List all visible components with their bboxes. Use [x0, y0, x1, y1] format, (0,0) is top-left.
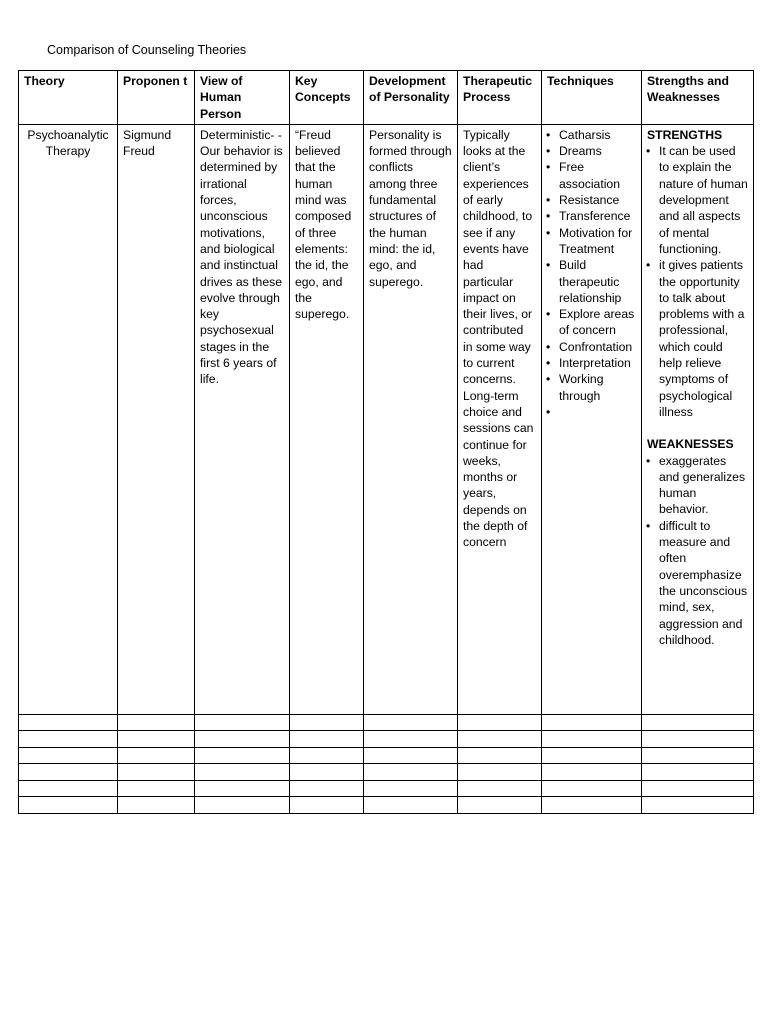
empty-cell	[458, 731, 542, 748]
list-item: • It can be used to explain the nature of human development and all aspects of mental functioning.	[647, 143, 748, 257]
header-strengths-weaknesses: Strengths and Weaknesses	[642, 71, 754, 125]
empty-cell	[542, 764, 642, 781]
empty-cell	[118, 764, 195, 781]
empty-cell	[458, 764, 542, 781]
blank-row	[19, 780, 754, 797]
header-proponent: Proponen t	[118, 71, 195, 125]
header-development: Development of Personality	[364, 71, 458, 125]
list-item: • Build therapeutic relationship	[547, 257, 636, 306]
list-item: • Catharsis	[547, 127, 636, 143]
cell-development: Personality is formed through conflicts among three fundamental structures of the human mind: the id, ego, and superego.	[364, 124, 458, 714]
empty-cell	[290, 731, 364, 748]
cell-strengths-weaknesses	[642, 124, 754, 714]
list-item: • Motivation for Treatment	[547, 225, 636, 258]
empty-cell	[642, 714, 754, 731]
cell-techniques	[542, 124, 642, 714]
empty-cell	[364, 714, 458, 731]
empty-cell	[118, 747, 195, 764]
empty-cell	[290, 797, 364, 814]
header-row	[19, 71, 754, 125]
empty-cell	[364, 764, 458, 781]
empty-cell	[542, 731, 642, 748]
empty-cell	[19, 747, 118, 764]
header-techniques: Techniques	[542, 71, 642, 125]
list-item: • Transference	[547, 208, 636, 224]
weaknesses-list	[647, 453, 748, 649]
empty-cell	[642, 747, 754, 764]
empty-cell	[195, 731, 290, 748]
list-item	[547, 404, 636, 420]
empty-cell	[642, 780, 754, 797]
header-key-concepts: Key Concepts	[290, 71, 364, 125]
empty-cell	[458, 780, 542, 797]
blank-row	[19, 714, 754, 731]
techniques-list	[547, 127, 636, 420]
empty-cell	[195, 714, 290, 731]
empty-cell	[195, 747, 290, 764]
blank-row	[19, 797, 754, 814]
cell-key-concepts: “Freud believed that the human mind was composed of three elements: the id, the ego, and the superego.	[290, 124, 364, 714]
empty-cell	[19, 731, 118, 748]
empty-cell	[19, 764, 118, 781]
empty-cell	[642, 764, 754, 781]
empty-cell	[195, 780, 290, 797]
empty-cell	[195, 764, 290, 781]
empty-cell	[290, 780, 364, 797]
cell-view: Deterministic- - Our behavior is determined by irrational forces, unconscious motivations, and biological and instinctual drives as these evolve through key psychosexual stages in the first 6 years of life.	[195, 124, 290, 714]
empty-cell	[542, 797, 642, 814]
empty-cell	[364, 731, 458, 748]
list-item: • Confrontation	[547, 339, 636, 355]
empty-cell	[364, 797, 458, 814]
blank-row	[19, 764, 754, 781]
empty-cell	[364, 780, 458, 797]
empty-cell	[118, 731, 195, 748]
blank-row	[19, 731, 754, 748]
list-item: • Free association	[547, 159, 636, 192]
empty-cell	[642, 797, 754, 814]
strengths-list	[647, 143, 748, 420]
header-theory: Theory	[19, 71, 118, 125]
table-row	[19, 124, 754, 714]
empty-cell	[458, 747, 542, 764]
empty-cell	[118, 780, 195, 797]
list-item: • it gives patients the opportunity to talk about problems with a professional, which could help relieve symptoms of psychological illness	[647, 257, 748, 420]
empty-cell	[118, 714, 195, 731]
empty-cell	[19, 797, 118, 814]
empty-cell	[118, 797, 195, 814]
empty-cell	[364, 747, 458, 764]
strengths-heading: STRENGTHS	[647, 127, 723, 142]
empty-cell	[195, 797, 290, 814]
cell-theory: Psychoanalytic Therapy	[19, 124, 118, 714]
list-item: • Resistance	[547, 192, 636, 208]
cell-proponent: Sigmund Freud	[118, 124, 195, 714]
empty-cell	[290, 714, 364, 731]
empty-cell	[290, 764, 364, 781]
list-item: • Interpretation	[547, 355, 636, 371]
list-item: • difficult to measure and often overemphasize the unconscious mind, sex, aggression and childhood.	[647, 518, 748, 648]
cell-process: Typically looks at the client’s experiences of early childhood, to see if any events have had particular impact on their lives, or contributed in some way to current concerns. Long-term choice and sessions can continue for weeks, months or years, depends on the depth of concern	[458, 124, 542, 714]
weaknesses-heading: WEAKNESSES	[647, 437, 734, 452]
comparison-table	[18, 70, 754, 814]
header-view: View of Human Person	[195, 71, 290, 125]
empty-cell	[458, 714, 542, 731]
empty-cell	[458, 797, 542, 814]
empty-cell	[642, 731, 754, 748]
list-item: • Dreams	[547, 143, 636, 159]
empty-cell	[542, 714, 642, 731]
list-item: • Explore areas of concern	[547, 306, 636, 339]
blank-row	[19, 747, 754, 764]
empty-cell	[19, 780, 118, 797]
empty-cell	[542, 780, 642, 797]
document-title: Comparison of Counseling Theories	[47, 43, 247, 57]
empty-cell	[290, 747, 364, 764]
list-item: • exaggerates and generalizes human behavior.	[647, 453, 748, 518]
empty-cell	[542, 747, 642, 764]
empty-cell	[19, 714, 118, 731]
header-process: Therapeutic Process	[458, 71, 542, 125]
list-item: • Working through	[547, 371, 636, 404]
